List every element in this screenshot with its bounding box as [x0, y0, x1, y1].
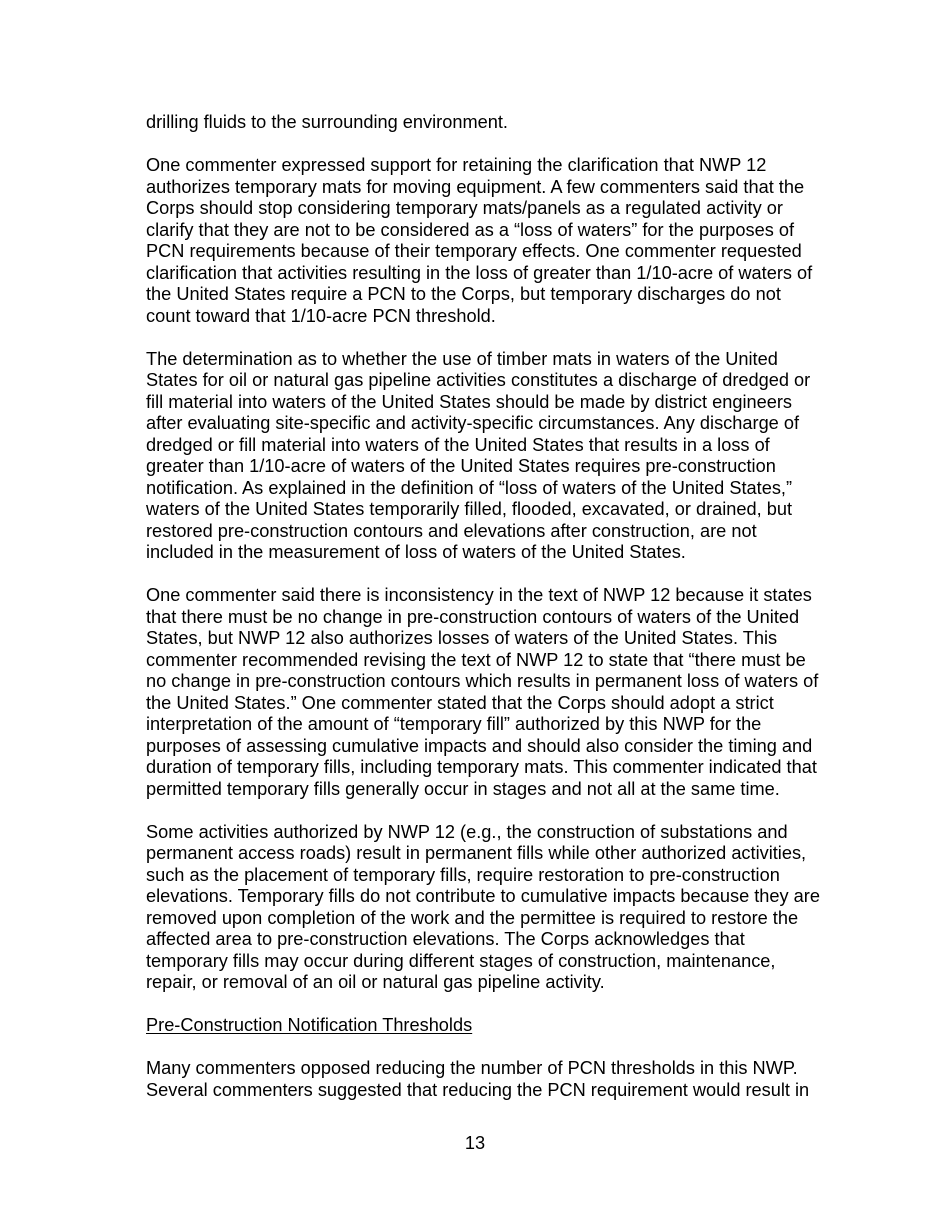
text-line: Corps should stop considering temporary mats/panels as a regulated activity or: [146, 198, 783, 218]
text-line: the United States require a PCN to the Corps, but temporary discharges do not: [146, 284, 781, 304]
text-line: States for oil or natural gas pipeline activities constitutes a discharge of dredged or: [146, 370, 811, 390]
text-line: clarify that they are not to be considered as a “loss of waters” for the purposes of: [146, 219, 795, 240]
text-line: the United States.” One commenter stated that the Corps should adopt a strict: [146, 692, 774, 713]
text-line: The determination as to whether the use of timber mats in waters of the United: [146, 348, 778, 369]
text-line: PCN requirements because of their temporary effects. One commenter requested: [146, 241, 802, 261]
text-line: such as the placement of temporary fills, require restoration to pre-construction: [146, 864, 780, 885]
text-line: that there must be no change in pre-construction contours of waters of the United: [146, 606, 800, 627]
text-line: greater than 1/10-acre of waters of the United States requires pre-construction: [146, 456, 776, 476]
text-line: authorizes temporary mats for moving equipment. A few commenters said that the: [146, 176, 805, 197]
text-line: notification. As explained in the definition of “loss of waters of the United States,”: [146, 477, 793, 498]
text-line: Some activities authorized by NWP 12 (e.g., the construction of substations and: [146, 821, 788, 842]
text-line: no change in pre-construction contours which results in permanent loss of waters of: [146, 671, 819, 691]
text-line: Many commenters opposed reducing the number of PCN thresholds in this NWP.: [146, 1058, 798, 1078]
text-line: One commenter expressed support for retaining the clarification that NWP 12: [146, 155, 767, 175]
text-line: permanent access roads) result in permanent fills while other authorized activities,: [146, 843, 807, 863]
text-line: count toward that 1/10-acre PCN threshold.: [146, 305, 496, 326]
paragraph-2: [146, 155, 846, 327]
text-line: permitted temporary fills generally occur in stages and not all at the same time.: [146, 778, 780, 799]
paragraph-1: [146, 112, 846, 134]
text-line: One commenter said there is inconsistency in the text of NWP 12 because it states: [146, 585, 812, 605]
text-line: fill material into waters of the United States should be made by district engineers: [146, 391, 792, 412]
paragraph-3: [146, 349, 846, 564]
text-line: affected area to pre-construction elevations. The Corps acknowledges that: [146, 929, 745, 949]
text-line: States, but NWP 12 also authorizes losses of waters of the United States. This: [146, 628, 778, 648]
text-line: included in the measurement of loss of waters of the United States.: [146, 542, 686, 562]
text-line: temporary fills may occur during different stages of construction, maintenance,: [146, 950, 776, 971]
text-line: duration of temporary fills, including temporary mats. This commenter indicated that: [146, 757, 817, 777]
document-body: [146, 112, 846, 1123]
text-line: after evaluating site-specific and activity-specific circumstances. Any discharge of: [146, 413, 800, 433]
text-line: drilling fluids to the surrounding environment.: [146, 112, 508, 132]
text-line: dredged or fill material into waters of the United States that results in a loss of: [146, 434, 770, 455]
paragraph-6: [146, 1058, 846, 1101]
text-line: Several commenters suggested that reducing the PCN requirement would result in: [146, 1079, 810, 1100]
text-line: commenter recommended revising the text of NWP 12 to state that “there must be: [146, 649, 806, 670]
text-line: restored pre-construction contours and elevations after construction, are not: [146, 520, 757, 541]
text-line: waters of the United States temporarily filled, flooded, excavated, or drained, but: [146, 499, 793, 519]
paragraph-4: [146, 585, 846, 800]
page-number: 13: [464, 1133, 486, 1153]
section-heading: Pre-Construction Notification Thresholds: [146, 1015, 473, 1035]
text-line: removed upon completion of the work and the permittee is required to restore the: [146, 907, 799, 928]
paragraph-5: [146, 822, 846, 994]
text-line: elevations. Temporary fills do not contribute to cumulative impacts because they are: [146, 886, 820, 906]
text-line: purposes of assessing cumulative impacts and should also consider the timing and: [146, 735, 813, 756]
text-line: interpretation of the amount of “temporary fill” authorized by this NWP for the: [146, 714, 762, 734]
text-line: clarification that activities resulting in the loss of greater than 1/10-acre of waters of: [146, 262, 813, 283]
text-line: repair, or removal of an oil or natural gas pipeline activity.: [146, 972, 605, 992]
